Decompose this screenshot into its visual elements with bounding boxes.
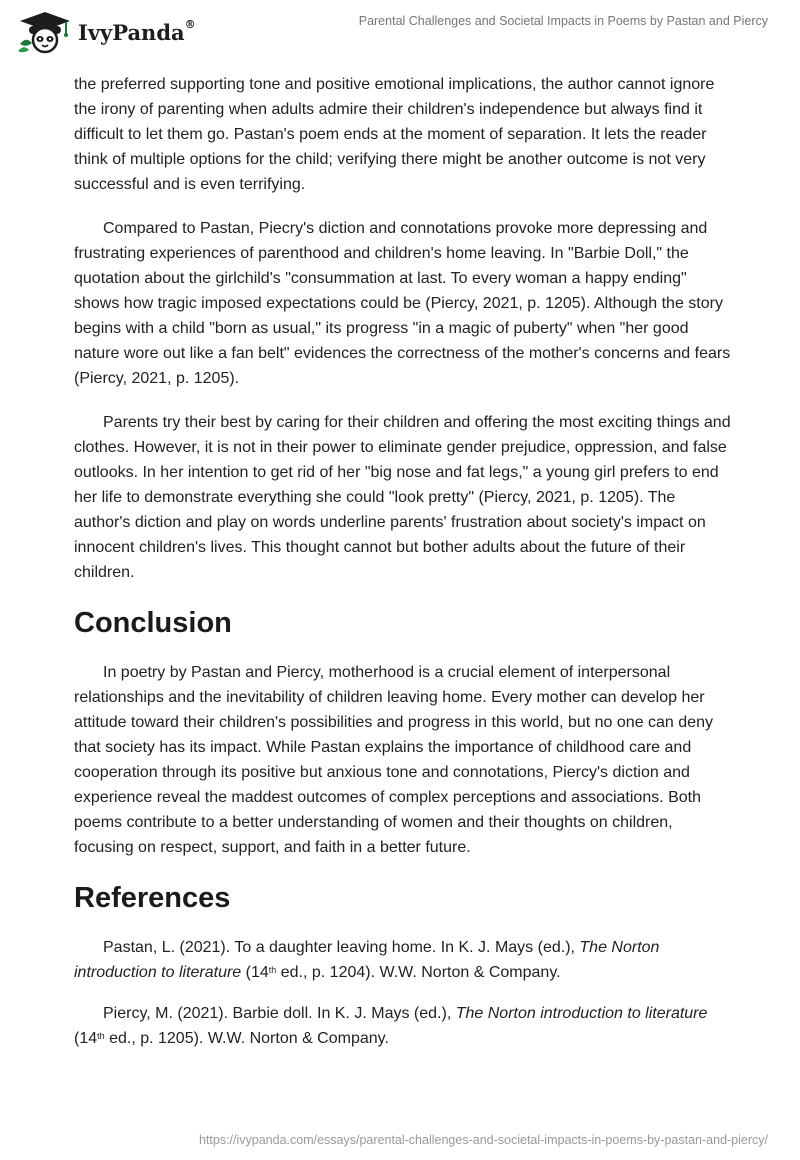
ivypanda-logo[interactable] <box>16 10 216 54</box>
brand-name: IvyPanda® <box>78 18 196 45</box>
body-paragraph: Compared to Pastan, Piecry's diction and connotations provoke more depressing and frustrating experiences of parenthood and children's home leaving. In "Barbie Doll," the quotation about the girlchild's "consummation at last. To every woman a happy ending" shows how tragic imposed expectations could be (Piercy, 2021, p. 1205). Although the story begins with a child "born as usual," its progress "in a magic of puberty" when "her good nature wore out like a fan belt" evidences the correctness of the mother's concerns and fears (Piercy, 2021, p. 1205). <box>74 220 731 387</box>
reference-book-title: The Norton introduction to literature <box>74 939 660 981</box>
reference-entry: Piercy, M. (2021). Barbie doll. In K. J. Mays (ed.), The Norton introduction to literature (14th ed., p. 1205). W.W. Norton & Company. <box>74 1005 708 1047</box>
conclusion-heading: Conclusion <box>74 607 232 639</box>
document-title: Parental Challenges and Societal Impacts in Poems by Pastan and Piercy <box>358 14 768 28</box>
source-url-link[interactable]: https://ivypanda.com/essays/parental-challenges-and-societal-impacts-in-poems-by-pastan-and-piercy/ <box>198 1133 768 1147</box>
reference-entry: Pastan, L. (2021). To a daughter leaving home. In K. J. Mays (ed.), The Norton introduction to literature (14th ed., p. 1204). W.W. Norton & Company. <box>74 939 660 981</box>
references-heading: References <box>74 882 231 914</box>
page-header <box>0 0 800 64</box>
essay-content <box>74 72 734 1067</box>
conclusion-paragraph: In poetry by Pastan and Piercy, motherhood is a crucial element of interpersonal relationships and the inevitability of children leaving home. Every mother can develop her attitude toward their children's possibilities and progress in this world, but no one can deny that society has its impact. While Pastan explains the importance of childhood care and cooperation through its positive but anxious tone and connotations, Piercy's diction and experience reveal the maddest outcomes of complex perceptions and associations. Both poems contribute to a better understanding of women and their thoughts on children, focusing on respect, support, and faith in a better future. <box>74 664 713 856</box>
reference-book-title: The Norton introduction to literature <box>455 1005 708 1022</box>
body-paragraph: the preferred supporting tone and positive emotional implications, the author cannot ignore the irony of parenting when adults admire their children's independence but always find it difficult to let them go. Pastan's poem ends at the moment of separation. It lets the reader think of multiple options for the child; verifying there might be another outcome is not very successful and is even terrifying. <box>74 76 715 193</box>
body-paragraph: Parents try their best by caring for their children and offering the most exciting things and clothes. However, it is not in their power to eliminate gender prejudice, oppression, and false outlooks. In her intention to get rid of her "big nose and fat legs," a young girl prefers to end her life to demonstrate everything she could "look pretty" (Piercy, 2021, p. 1205). The author's diction and play on words underline parents' frustration about society's impact on innocent children's lives. This thought cannot but bother adults about the future of their children. <box>74 414 731 581</box>
panda-graduate-icon <box>16 10 74 54</box>
